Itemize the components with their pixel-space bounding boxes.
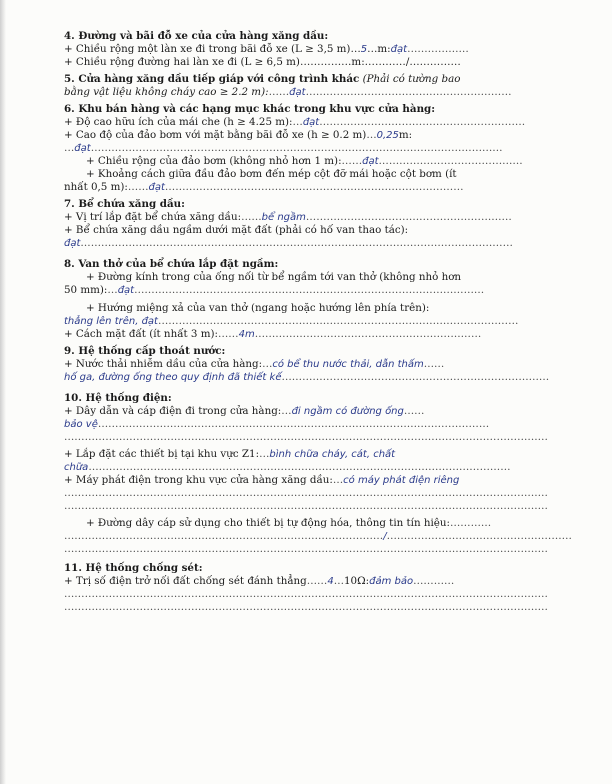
section-11-line-1-label: + Trị số điện trở nối đất chống sét đánh thẳng [64, 575, 307, 587]
section-6-line-2-cont: …đạt………………………………………………………………………………………………………… [64, 142, 503, 154]
section-8-line-3-handwriting: 4m [238, 329, 255, 340]
section-10-line-4-cont: …………………………………………………………………………………/……………………………………………… [64, 530, 572, 542]
section-8-line-1-cont-label: 50 mm): [64, 284, 108, 296]
section-4-line-1-unit: …m: [367, 43, 391, 55]
section-6-line-4-cont: nhất 0,5 m):……đạt…………………………………………………………………………… [64, 181, 464, 193]
section-10-line-2-label: + Lắp đặt các thiết bị tại khu vực Z1: [64, 448, 260, 460]
section-10-line-3-handwriting: có máy phát điện riêng [343, 475, 460, 486]
section-4-line-1: + Chiều rộng một làn xe đi trong bãi đỗ xe (L ≥ 3,5 m)…5…m:đạt……………… [64, 43, 469, 55]
section-8-line-2: + Hướng miệng xả của van thở (ngang hoặc hướng lên phía trên): [86, 302, 430, 314]
section-10-line-1-label: + Dây dẫn và cáp điện đi trong cửa hàng: [64, 405, 282, 417]
section-6-line-3: + Chiều rộng của đảo bơm (không nhỏ hơn 1 m):……đạt…………………………………… [86, 155, 523, 167]
section-7-line-1-label: + Vị trí lắp đặt bể chứa xăng dầu: [64, 211, 242, 223]
section-4-line-1-handwriting: đạt [390, 44, 408, 55]
section-9-line-1-label: + Nước thải nhiễm dầu của cửa hàng: [64, 358, 263, 370]
section-4-line-1-label: + Chiều rộng một làn xe đi trong bãi đỗ xe (L ≥ 3,5 m)… [64, 43, 361, 55]
section-10-heading: 10. Hệ thống điện: [64, 392, 172, 404]
section-6-line-1-label: + Độ cao hữu ích của mái che (h ≥ 4.25 m): [64, 116, 293, 128]
section-10-line-2-cont: chữa…………………………………………………………………………………………………………… [64, 461, 511, 473]
section-6-line-4-handwriting: đạt [148, 182, 165, 193]
section-6-line-1: + Độ cao hữu ích của mái che (h ≥ 4.25 m):…đạt…………………………………………………… [64, 116, 526, 128]
section-4-line-2: + Chiều rộng đường hai làn xe đi (L ≥ 6,5 m)……………m:…………/…………… [64, 56, 461, 68]
section-9-line-1: + Nước thải nhiễm dầu của cửa hàng:…có bể thu nước thải, dẫn thấm…… [64, 358, 445, 370]
section-11-heading: 11. Hệ thống chống sét: [64, 562, 203, 574]
section-5-cont: bằng vật liệu không cháy cao ≥ 2.2 m):……đạt…………………………………………………… [64, 86, 512, 98]
section-10-line-3-label: + Máy phát điện trong khu vực cửa hàng xăng dầu: [64, 474, 333, 486]
section-5-cont-label: bằng vật liệu không cháy cao ≥ 2.2 m): [64, 86, 269, 98]
section-7-heading: 7. Bể chứa xăng dầu: [64, 198, 185, 210]
section-6-line-3-handwriting: đạt [362, 156, 379, 167]
section-11-line-1: + Trị số điện trở nối đất chống sét đánh thẳng……4…10Ω:đảm bảo………… [64, 575, 455, 587]
section-8-line-1-cont: 50 mm):…đạt………………………………………………………………………………………… [64, 284, 485, 296]
section-5-handwriting: đạt [289, 87, 306, 98]
section-6-line-4-cont-label: nhất 0,5 m): [64, 181, 128, 193]
section-6-heading: 6. Khu bán hàng và các hạng mục khác trong khu vực cửa hàng: [64, 103, 436, 115]
section-9-heading: 9. Hệ thống cấp thoát nước: [64, 345, 226, 357]
section-11-line-1-handwriting: đảm bảo [369, 576, 414, 587]
section-7-line-1-handwriting: bể ngầm [261, 212, 306, 223]
section-10-blank-2: …………………………………………………………………………………………………………………………… [64, 487, 548, 499]
section-8-heading: 8. Van thở của bể chứa lắp đặt ngầm: [64, 258, 279, 270]
section-9-line-1-handwriting-2: hố ga, đường ống theo quy định đã thiết kế [64, 372, 282, 383]
scan-edge [0, 0, 6, 784]
section-11-blank-2: …………………………………………………………………………………………………………………………… [64, 601, 548, 613]
section-10-line-1-cont: bảo vệ…………………………………………………………………………………………………… [64, 418, 490, 430]
section-8-line-1-handwriting: đạt [117, 285, 135, 296]
section-7-line-2-cont: đạt……………………………………………………………………………………………………………… [64, 237, 513, 249]
section-6-line-3-label: + Chiều rộng của đảo bơm (không nhỏ hơn 1 m): [86, 155, 342, 167]
section-9-line-1-handwriting: có bể thu nước thải, dẫn thấm [272, 359, 424, 370]
section-8-line-1: + Đường kính trong của ống nối từ bể ngầm tới van thở (không nhỏ hơn [86, 271, 462, 283]
section-8-line-2-handwriting: thẳng lên trên, đạt [64, 316, 158, 327]
section-10-line-1: + Dây dẫn và cáp điện đi trong cửa hàng:…đi ngầm có đường ống…… [64, 405, 425, 417]
section-6-line-2-unit: m: [398, 129, 413, 141]
section-4-heading: 4. Đường và bãi đỗ xe của cửa hàng xăng dầu: [64, 30, 329, 42]
section-10-line-4: + Đường dây cáp sử dụng cho thiết bị tự động hóa, thông tin tín hiệu:………… [86, 517, 492, 529]
section-11-line-1-unit: 10Ω: [344, 575, 370, 587]
section-5-heading: 5. Cửa hàng xăng dầu tiếp giáp với công trình khác [64, 73, 360, 85]
section-9-line-1-cont: hố ga, đường ống theo quy định đã thiết kế…………………………………………………………………… [64, 371, 550, 383]
section-10-blank-3: …………………………………………………………………………………………………………………………… [64, 500, 548, 512]
section-10-line-2-handwriting-2: chữa [64, 462, 89, 473]
section-10-line-2-handwriting: bình chữa cháy, cát, chất [269, 449, 396, 460]
section-10-line-2: + Lắp đặt các thiết bị tại khu vực Z1:…bình chữa cháy, cát, chất [64, 448, 396, 460]
section-5-heading-note: (Phải có tường bao [362, 73, 461, 85]
section-10-blank-1: …………………………………………………………………………………………………………………………… [64, 431, 548, 443]
section-10-line-4-label: + Đường dây cáp sử dụng cho thiết bị tự động hóa, thông tin tín hiệu: [86, 517, 450, 529]
section-11-blank-1: …………………………………………………………………………………………………………………………… [64, 588, 548, 600]
section-6-line-1-handwriting: đạt [302, 117, 320, 128]
section-6-line-2-label: + Cao độ của đảo bơm với mặt bằng bãi đỗ xe (h ≥ 0.2 m) [64, 129, 367, 141]
section-7-line-2: + Bể chứa xăng dầu ngầm dưới mặt đất (phải có hố van thao tác): [64, 224, 409, 236]
section-7-line-1: + Vị trí lắp đặt bể chứa xăng dầu:……bể ngầm…………………………………………………… [64, 211, 512, 223]
form-content [64, 26, 572, 614]
section-8-line-2-cont: thẳng lên trên, đạt…………………………………………………………………………………………… [64, 315, 519, 327]
section-6-line-2-handwriting: đạt [74, 143, 91, 154]
section-10-line-4-handwriting: / [383, 531, 387, 542]
section-10-line-3: + Máy phát điện trong khu vực cửa hàng xăng dầu:…có máy phát điện riêng [64, 474, 460, 486]
section-11-line-1-value: 4 [327, 576, 334, 587]
section-8-line-3-label: + Cách mặt đất (ít nhất 3 m): [64, 328, 218, 340]
section-10-blank-4: …………………………………………………………………………………………………………………………… [64, 543, 548, 555]
section-4-line-1-value: 5 [360, 44, 368, 55]
section-8-line-3: + Cách mặt đất (ít nhất 3 m):……4m………………………………………………………… [64, 328, 482, 340]
section-6-line-2-value: 0,25 [376, 130, 399, 141]
section-10-line-1-handwriting-2: bảo vệ [64, 419, 98, 430]
section-6-line-2: + Cao độ của đảo bơm với mặt bằng bãi đỗ xe (h ≥ 0.2 m)…0,25m: [64, 129, 413, 141]
section-5-heading-line [64, 73, 534, 86]
section-7-line-2-handwriting: đạt [64, 238, 81, 249]
section-6-line-4: + Khoảng cách giữa đầu đảo bơm đến mép cột đỡ mái hoặc cột bơm (ít [86, 168, 457, 180]
section-10-line-1-handwriting: đi ngầm có đường ống [291, 406, 404, 417]
